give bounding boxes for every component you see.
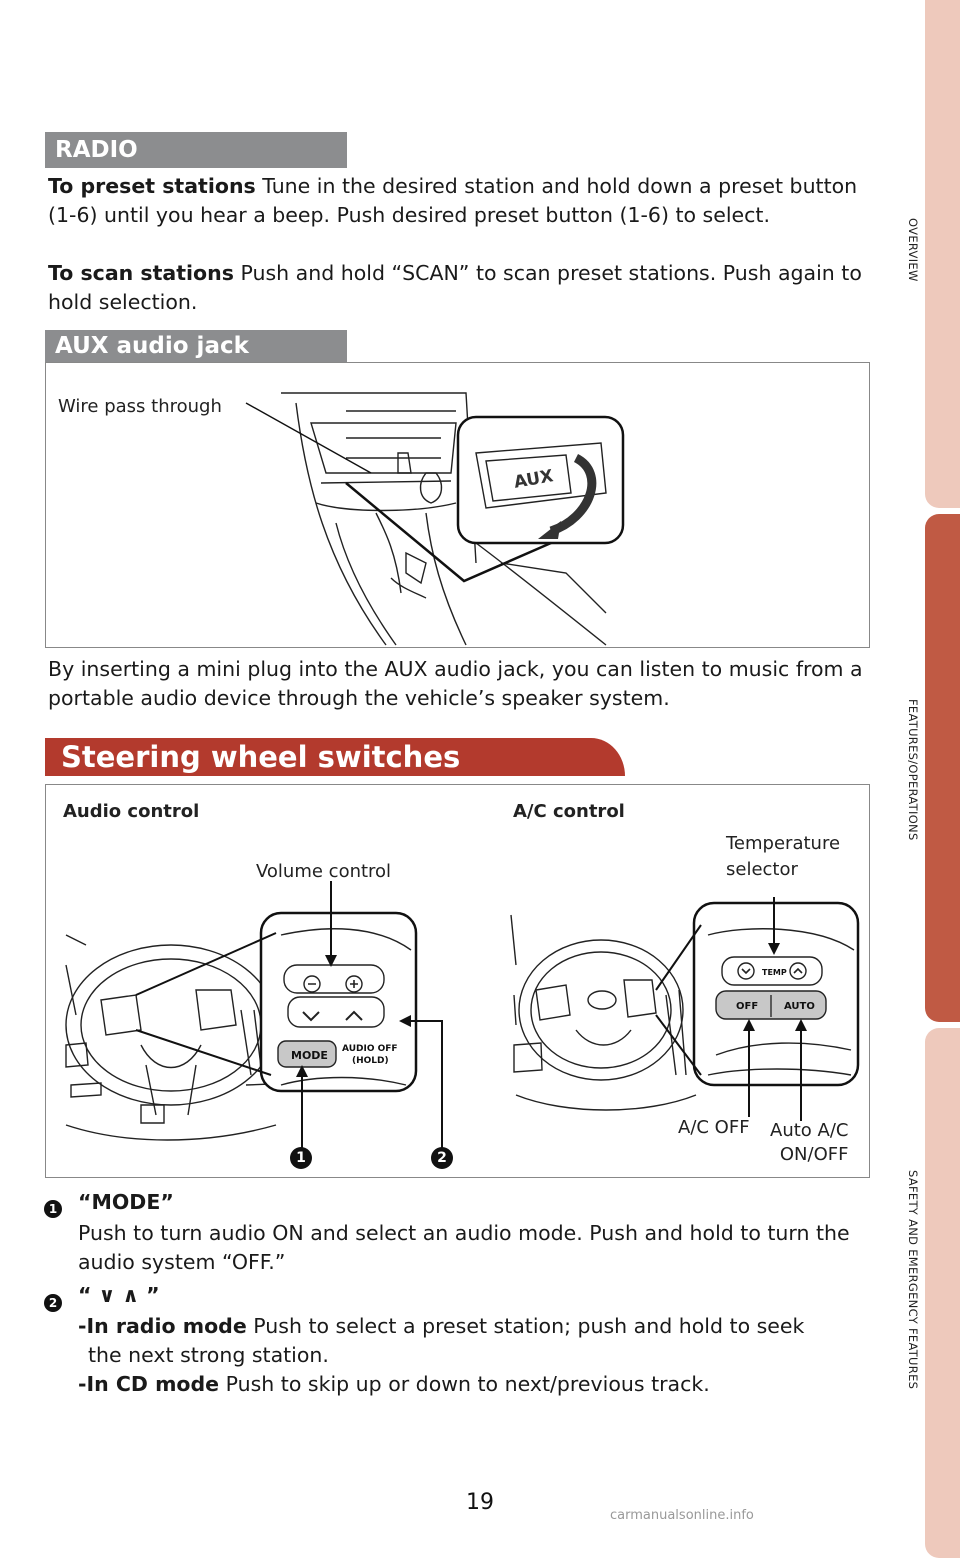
radio-mode-text-cont: the next strong station.	[88, 1343, 329, 1367]
aux-figure	[45, 362, 870, 648]
watermark: carmanualsonline.info	[610, 1508, 754, 1523]
overview-tab[interactable]	[925, 0, 960, 508]
auto-ac-line-2: ON/OFF	[779, 1144, 849, 1165]
arrows-item-title: “ ∨ ∧ ”	[78, 1283, 160, 1307]
steering-figure	[45, 784, 870, 1178]
mode-button-graphic-label: MODE	[291, 1049, 328, 1062]
overview-tab-label: OVERVIEW	[906, 218, 920, 282]
auto-ac-label	[770, 1119, 848, 1167]
preset-label: To preset stations	[48, 174, 256, 198]
volume-control-label: Volume control	[256, 861, 392, 882]
scan-text: Push and hold “SCAN” to scan preset stations. Push again to hold selection.	[48, 261, 862, 314]
temperature-selector-line-2: selector	[726, 859, 798, 880]
aux-heading: AUX audio jack	[45, 330, 347, 362]
safety-tab[interactable]	[925, 1028, 960, 1558]
audio-control-label: Audio control	[63, 801, 200, 822]
radio-mode-description: Push to select a preset station; push and hold to seek	[246, 1314, 805, 1338]
scan-label: To scan stations	[48, 261, 234, 285]
aux-description: By inserting a mini plug into the AUX audio jack, you can listen to music from a portable audio device through the vehicle’s speaker system.	[48, 657, 863, 710]
radio-scan-paragraph	[48, 259, 868, 317]
radio-preset-paragraph	[48, 172, 868, 230]
auto-ac-line-1: Auto A/C	[770, 1120, 849, 1141]
item-bullet-2: 2	[44, 1294, 62, 1312]
mode-item-text: Push to turn audio ON and select an audio mode. Push and hold to turn the audio system “OFF.”	[78, 1221, 850, 1274]
steering-heading: Steering wheel switches	[45, 738, 625, 776]
radio-mode-text	[78, 1312, 868, 1341]
cd-mode-description: Push to skip up or down to next/previous track.	[219, 1372, 710, 1396]
off-button-graphic-label: OFF	[736, 1001, 759, 1012]
radio-heading: RADIO	[45, 132, 347, 168]
cd-mode-text	[78, 1370, 868, 1399]
item-bullet-1: 1	[44, 1200, 62, 1218]
cd-mode-label: -In CD mode	[78, 1372, 220, 1396]
callout-bullet-1: 1	[290, 1147, 312, 1169]
auto-button-graphic-label: AUTO	[784, 1001, 815, 1012]
features-tab-label: FEATURES/OPERATIONS	[906, 699, 920, 841]
aux-jack-label: AUX	[512, 466, 555, 493]
page-number: 19	[466, 1490, 494, 1515]
temperature-selector-label	[726, 831, 840, 883]
wire-pass-through-label: Wire pass through	[58, 396, 222, 417]
audio-off-hold-graphic-label: (HOLD)	[352, 1056, 389, 1066]
mode-item-title: “MODE”	[78, 1190, 174, 1214]
audio-off-graphic-label: AUDIO OFF	[342, 1044, 398, 1054]
features-tab[interactable]	[925, 514, 960, 1022]
ac-off-label: A/C OFF	[678, 1117, 750, 1138]
temperature-selector-line-1: Temperature	[726, 833, 841, 854]
ac-control-label: A/C control	[513, 801, 625, 822]
temp-button-graphic-label: TEMP	[762, 968, 787, 977]
callout-bullet-2: 2	[431, 1147, 453, 1169]
radio-mode-label: -In radio mode	[78, 1314, 247, 1338]
preset-text: Tune in the desired station and hold down a preset button (1-6) until you hear a beep. Push desired preset button (1-6) to select.	[48, 174, 858, 227]
safety-tab-label: SAFETY AND EMERGENCY FEATURES	[906, 1170, 920, 1390]
